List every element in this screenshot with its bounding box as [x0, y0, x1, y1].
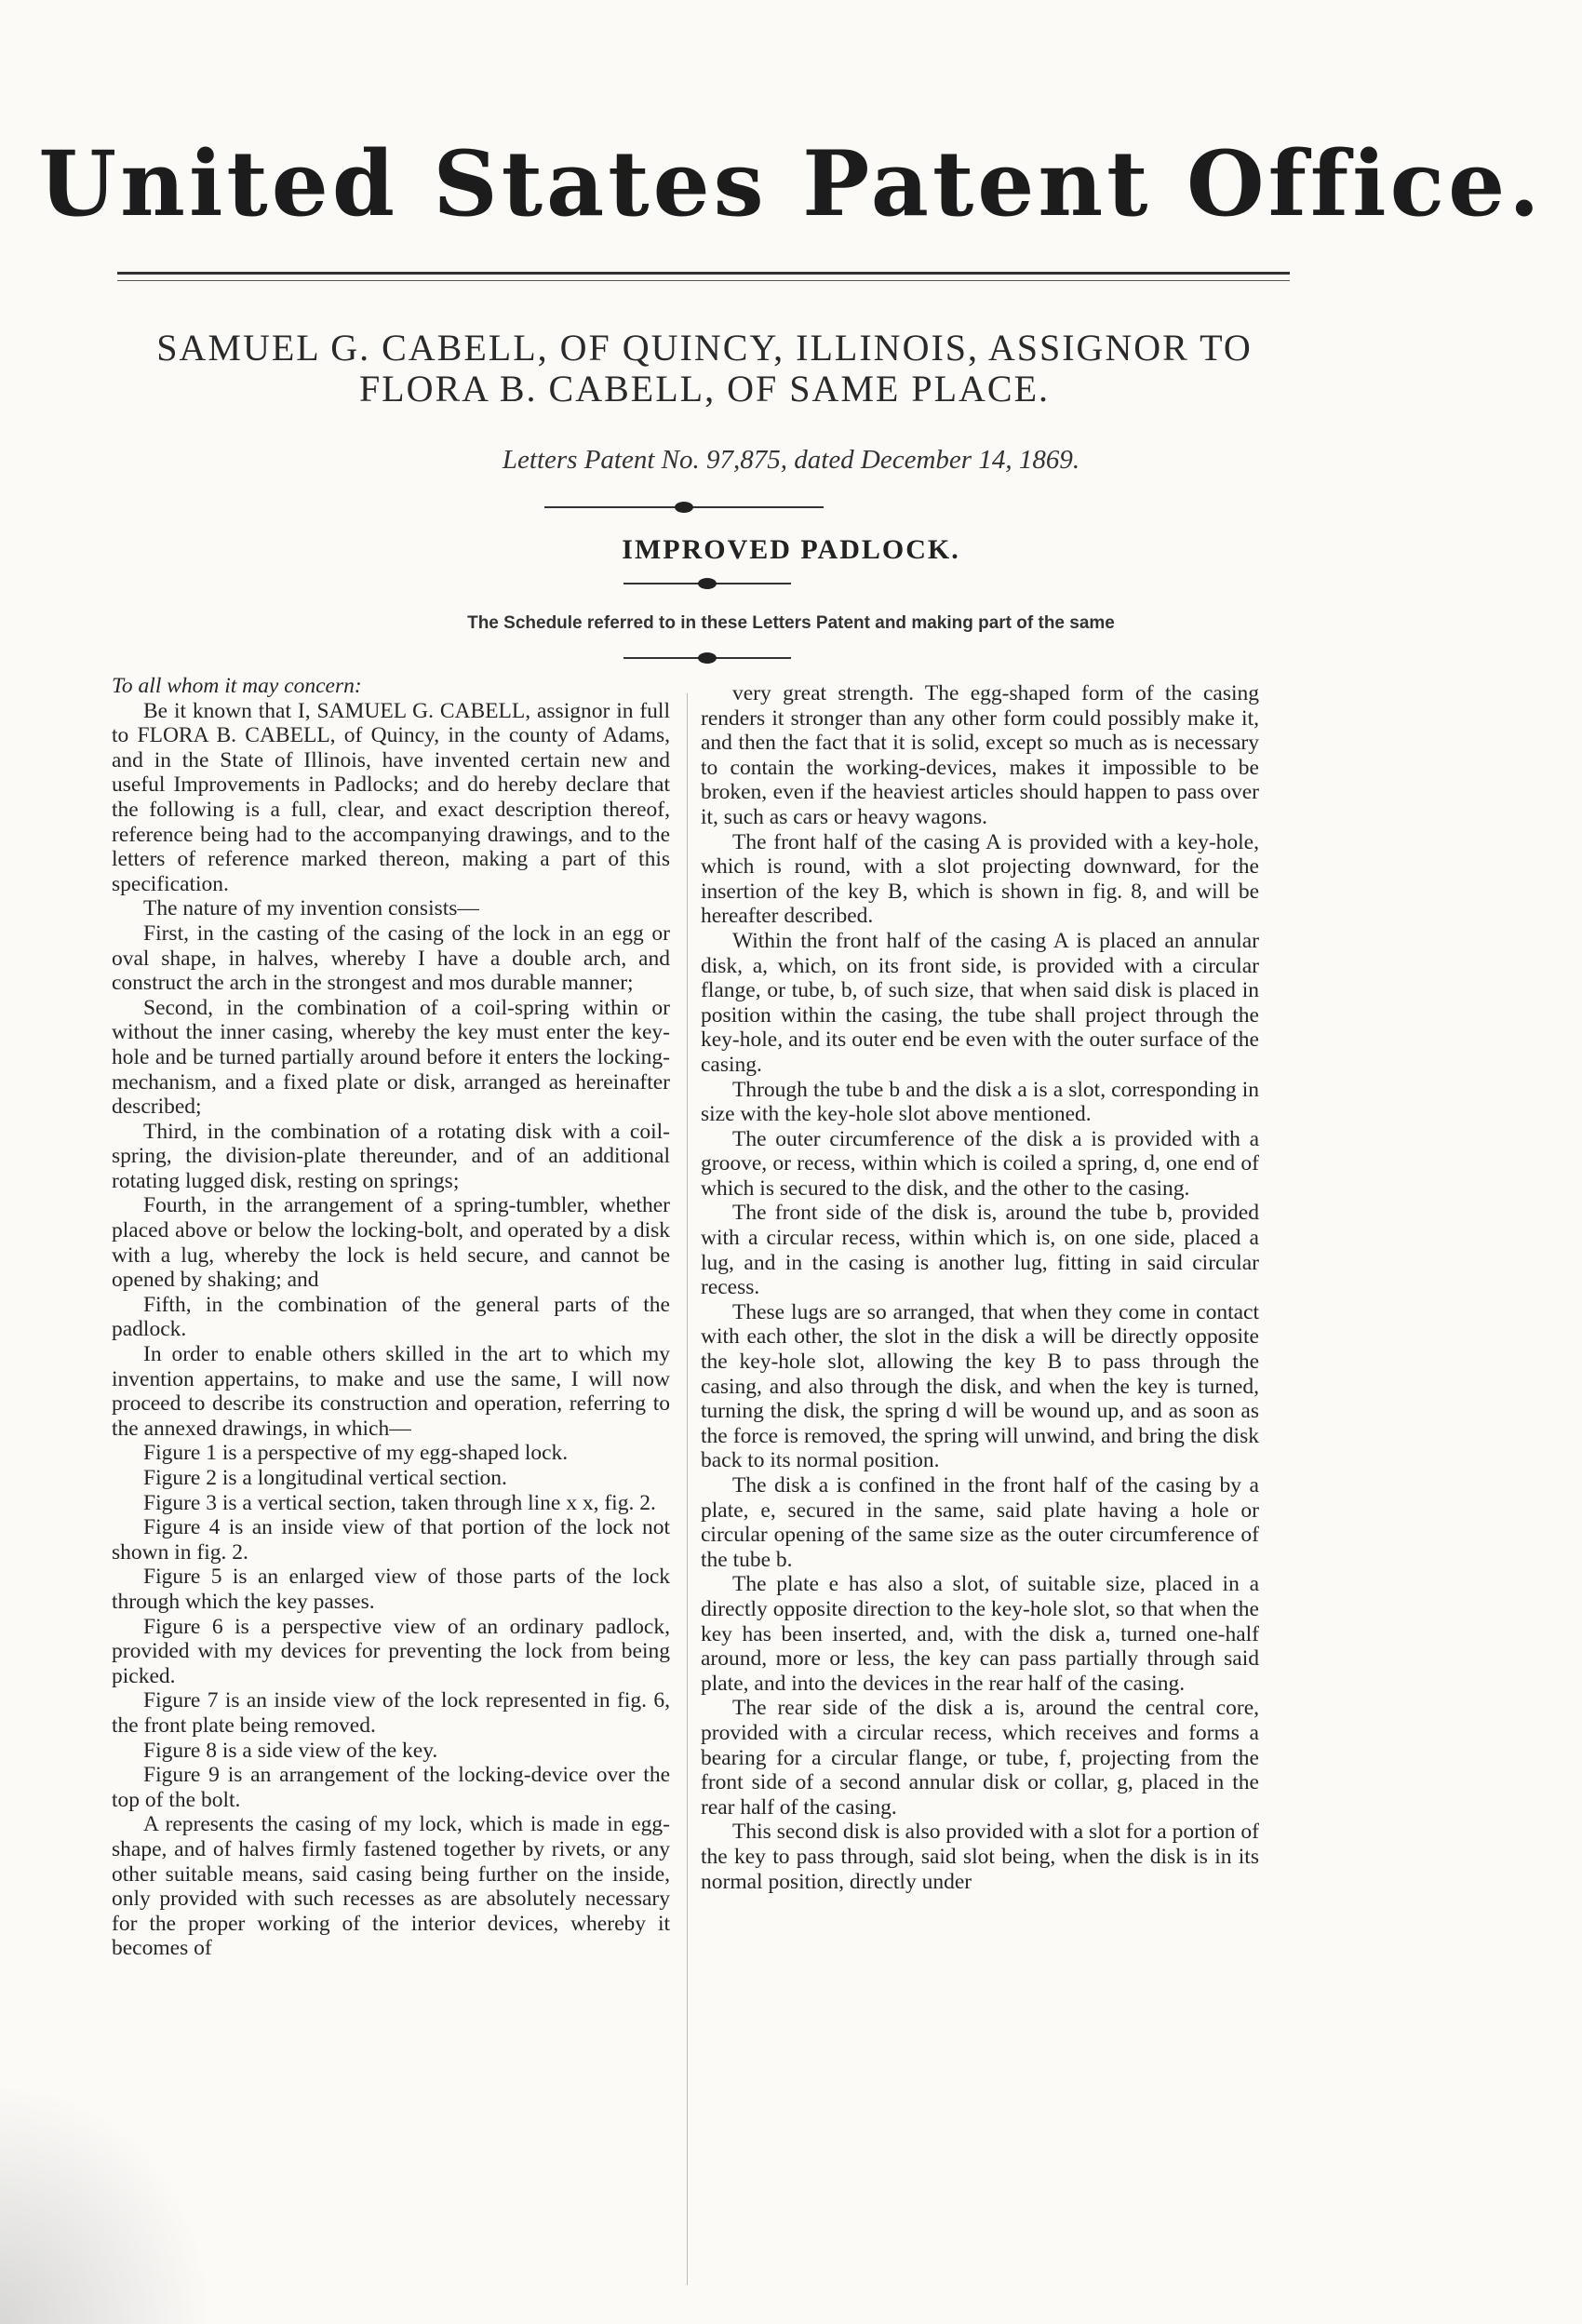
paragraph: The disk a is confined in the front half of the casing by a plate, e, secured in the same, said plate having a hole or circular opening of the same size as the outer circumference of the tube b. [701, 1473, 1259, 1572]
paragraph: Figure 5 is an enlarged view of those parts of the lock through which the key passes. [112, 1565, 670, 1614]
paragraph: Second, in the combination of a coil-spring within or without the inner casing, whereby the key must enter the key-hole and be turned partially around before it enters the locking-mechanism, and a fixed plate or disk, arranged as hereinafter described; [112, 995, 670, 1120]
ornament-rule-1 [544, 501, 824, 514]
invention-title: IMPROVED PADLOCK. [622, 534, 960, 565]
ornament-rule-3 [623, 652, 791, 665]
paragraph: These lugs are so arranged, that when they come in contact with each other, the slot in the disk a will be directly opposite the key-hole slot, allowing the key B to pass through the casing, and also through the disk, and when the key is turned, turning the disk, the spring d will be wound up, and as soon as the force is removed, the spring will unwind, and bring the disk back to its normal position. [701, 1299, 1259, 1473]
paragraph: Figure 1 is a perspective of my egg-shaped lock. [143, 1441, 569, 1466]
paragraph: Third, in the combination of a rotating disk with a coil-spring, the division-plate thereunder, and of an additional rotating lugged disk, resting on springs; [112, 1119, 670, 1193]
paragraph: To all whom it may concern: [112, 674, 362, 698]
paragraph: A represents the casing of my lock, which is made in egg-shape, and of halves firmly fastened together by rivets, or any other suitable means, said casing being further on the inside, only provided with such recesses as are absolutely necessary for the proper working of the interior devices, whereby it becomes of [112, 1812, 670, 1961]
inventor-line: SAMUEL G. CABELL, OF QUINCY, ILLINOIS, ASSIGNOR TO FLORA B. CABELL, OF SAME PLACE. [156, 327, 1253, 410]
paragraph: Fourth, in the arrangement of a spring-tumbler, whether placed above or below the locking-bolt, and operated by a disk with a lug, whereby the lock is held secure, and cannot be opened by shaking; and [112, 1193, 670, 1293]
paragraph: Figure 6 is a perspective view of an ordinary padlock, provided with my devices for preventing the lock from being picked. [112, 1614, 670, 1688]
paragraph: The nature of my invention consists— [143, 896, 479, 921]
paragraph: Figure 3 is a vertical section, taken through line x x, fig. 2. [143, 1490, 656, 1515]
paragraph: The outer circumference of the disk a is provided with a groove, or recess, within which is coiled a spring, d, one end of which is secured to the disk, and the other to the casing. [701, 1126, 1259, 1201]
paragraph: First, in the casting of the casing of the lock in an egg or oval shape, in halves, whereby I have a double arch, and construct the arch in the strongest and mos durable manner; [112, 920, 670, 996]
paragraph: Figure 4 is an inside view of that portion of the lock not shown in fig. 2. [112, 1515, 670, 1565]
paragraph: very great strength. The egg-shaped form of the casing renders it stronger than any other form could possibly make it, and then the fact that it is solid, except so much as is necessary to contain the working-devices, makes it impossible to be broken, even if the heaviest articles should happen to pass over it, such as cars or heavy wagons. [701, 681, 1259, 829]
paragraph: Be it known that I, SAMUEL G. CABELL, assignor in full to FLORA B. CABELL, of Quincy, in the county of Adams, and in the State of Illinois, have invented certain new and useful Improvements in Padlocks; and do hereby declare that the following is a full, clear, and exact description thereof, reference being had to the accompanying drawings, and to the letters of reference marked thereon, making a part of this specification. [112, 698, 670, 896]
paragraph: The rear side of the disk a is, around the central core, provided with a circular recess, which receives and forms a bearing for a circular flange, or tube, f, projecting from the front side of a second annular disk or collar, g, placed in the rear half of the casing. [701, 1696, 1259, 1820]
office-title: United States Patent Office. [38, 131, 1544, 236]
paragraph: Figure 9 is an arrangement of the locking-device over the top of the bolt. [112, 1763, 670, 1812]
page-stain [0, 2082, 214, 2324]
patent-number: Letters Patent No. 97,875, dated December 14, 1869. [502, 445, 1080, 475]
schedule-line: The Schedule referred to in these Letters Patent and making part of the same [467, 613, 1115, 633]
paragraph: Figure 8 is a side view of the key. [143, 1738, 438, 1763]
paragraph: Within the front half of the casing A is placed an annular disk, a, which, on its front side, is provided with a circular flange, or tube, b, of such size, that when said disk is placed in position within the casing, the tube shall project through the key-hole, and its outer end be even with the outer surface of the casing. [701, 928, 1259, 1077]
right-column [701, 681, 1259, 1894]
paragraph: The plate e has also a slot, of suitable size, placed in a directly opposite direction to the key-hole slot, so that when the key has been inserted, and, with the disk a, turned one-half around, more or less, the key can pass partially through said plate, and into the devices in the rear half of the casing. [701, 1572, 1259, 1696]
paragraph: Figure 2 is a longitudinal vertical section. [143, 1466, 507, 1490]
left-column [112, 674, 670, 1961]
column-divider [687, 693, 688, 2285]
paragraph: Figure 7 is an inside view of the lock represented in fig. 6, the front plate being removed. [112, 1688, 670, 1738]
paragraph: The front half of the casing A is provided with a key-hole, which is round, with a slot projecting downward, for the insertion of the key B, which is shown in fig. 8, and will be hereafter described. [701, 829, 1259, 929]
paragraph: Through the tube b and the disk a is a slot, corresponding in size with the key-hole slot above mentioned. [701, 1077, 1259, 1127]
paragraph: In order to enable others skilled in the art to which my invention appertains, to make and use the same, I will now proceed to describe its construction and operation, referring to the annexed drawings, in which— [112, 1342, 670, 1441]
header-rule [117, 272, 1290, 281]
paragraph: This second disk is also provided with a slot for a portion of the key to pass through, said slot being, when the disk is in its normal position, directly under [701, 1820, 1259, 1894]
ornament-rule-2 [623, 577, 791, 590]
paragraph: Fifth, in the combination of the general parts of the padlock. [112, 1292, 670, 1342]
paragraph: The front side of the disk is, around the tube b, provided with a circular recess, within which is, on one side, placed a lug, and in the casing is another lug, fitting in said circular recess. [701, 1201, 1259, 1300]
